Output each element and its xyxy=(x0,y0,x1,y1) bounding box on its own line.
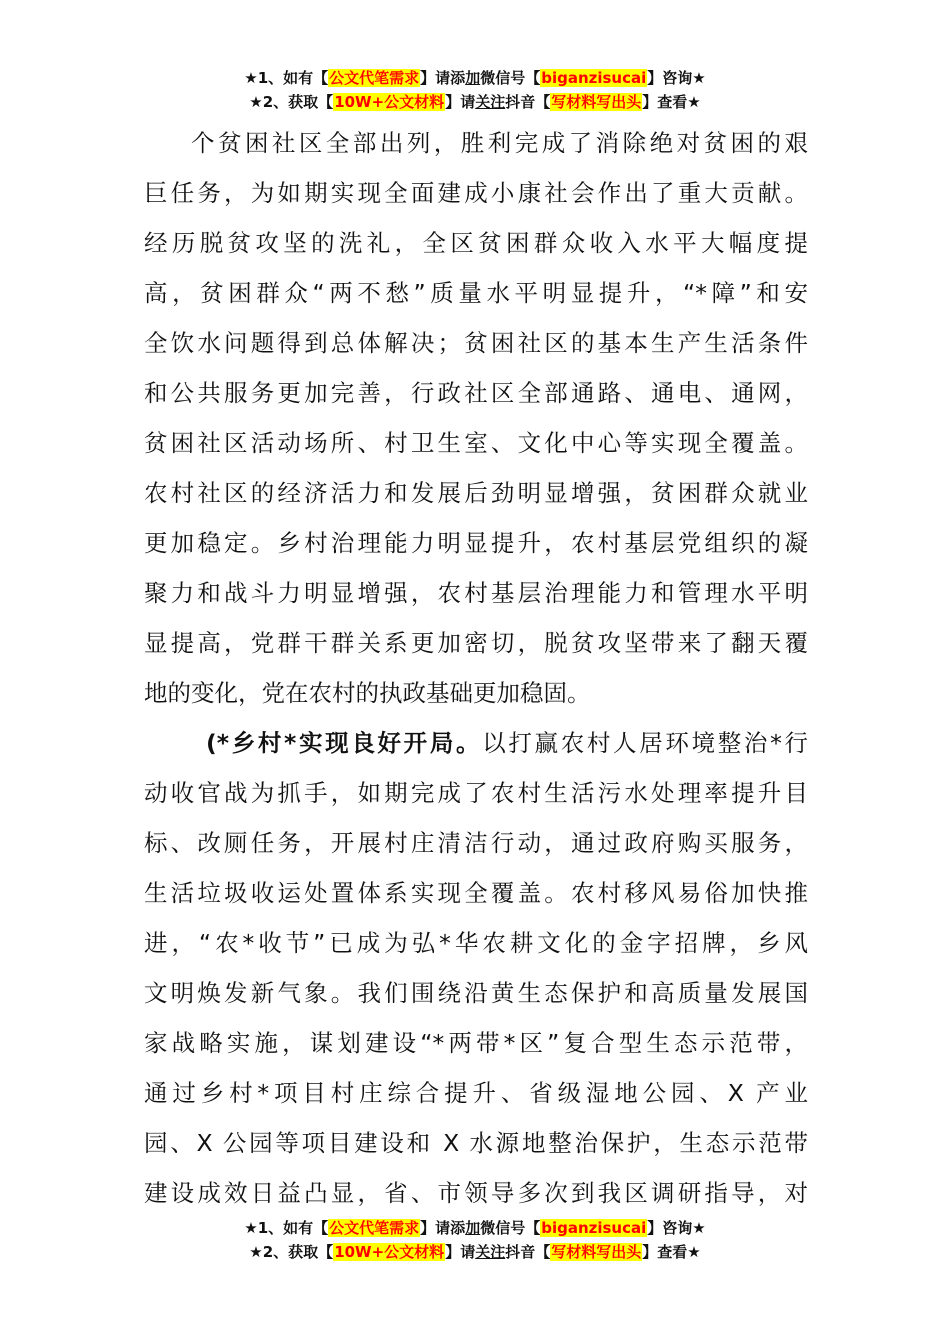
promo-underlined-text: 关注 xyxy=(475,1243,506,1261)
promo-text: 抖音【 xyxy=(505,1243,551,1261)
promo-highlight: 写材料写出头 xyxy=(551,1243,642,1261)
text-line: 高，贫困群众“两不愁”质量水平明显提升，“*障”和安 xyxy=(144,279,808,307)
promo-text: 】请 xyxy=(445,93,476,111)
promo-highlight: 写材料写出头 xyxy=(551,93,642,111)
promo-text: ★1、如有【 xyxy=(244,69,329,87)
promo-text: 】请添 xyxy=(420,69,466,87)
text-line: 进，“农*收节”已成为弘*华农耕文化的金字招牌，乡风 xyxy=(144,929,808,957)
text-line: 地的变化，党在农村的执政基础更加稳固。 xyxy=(144,679,591,707)
promo-highlight: biganzisucai xyxy=(541,1219,647,1237)
text-line: 园、X 公园等项目建设和 X 水源地整治保护，生态示范带 xyxy=(144,1129,808,1157)
promo-text: ★2、获取【 xyxy=(249,1243,334,1261)
text-run: 以打赢农村人居环境整治*行 xyxy=(482,729,808,757)
document-body xyxy=(144,118,808,1218)
promo-line-2 xyxy=(0,90,950,114)
paragraph-2 xyxy=(144,718,808,1218)
text-line: 通过乡村*项目村庄综合提升、省级湿地公园、X 产业 xyxy=(144,1079,808,1107)
text-line: 贫困社区活动场所、村卫生室、文化中心等实现全覆盖。 xyxy=(144,429,808,457)
text-line xyxy=(144,718,808,768)
promo-text: 微信号【 xyxy=(480,69,541,87)
text-line: 和公共服务更加完善，行政社区全部通路、通电、通网， xyxy=(144,379,808,407)
header-promo-banner xyxy=(0,66,950,114)
text-line: 文明焕发新气象。我们围绕沿黄生态保护和高质量发展国 xyxy=(144,979,808,1007)
promo-highlight: 公文代笔需求 xyxy=(329,1219,420,1237)
text-line: 标、改厕任务，开展村庄清洁行动，通过政府购买服务， xyxy=(144,829,808,857)
promo-line-1 xyxy=(0,66,950,90)
footer-promo-banner xyxy=(0,1216,950,1264)
promo-text: ★2、获取【 xyxy=(249,93,334,111)
promo-underlined-text: 加 xyxy=(465,69,481,87)
promo-text: 】咨询★ xyxy=(647,1219,706,1237)
text-line: 个贫困社区全部出列，胜利完成了消除绝对贫困的艰 xyxy=(191,129,808,157)
text-line: 聚力和战斗力明显增强，农村基层治理能力和管理水平明 xyxy=(144,579,808,607)
promo-text: 微信号【 xyxy=(480,1219,541,1237)
promo-text: 】查看★ xyxy=(642,93,701,111)
promo-line-1 xyxy=(0,1216,950,1240)
promo-text: 】咨询★ xyxy=(647,69,706,87)
promo-text: 】查看★ xyxy=(642,1243,701,1261)
promo-highlight: 10W+公文材料 xyxy=(334,93,445,111)
text-line: 全饮水问题得到总体解决；贫困社区的基本生产生活条件 xyxy=(144,329,808,357)
promo-highlight: 公文代笔需求 xyxy=(329,69,420,87)
paragraph-1 xyxy=(144,118,808,718)
text-line: 动收官战为抓手，如期完成了农村生活污水处理率提升目 xyxy=(144,779,808,807)
text-line: 更加稳定。乡村治理能力明显提升，农村基层党组织的凝 xyxy=(144,529,808,557)
promo-highlight: biganzisucai xyxy=(541,69,647,87)
text-line: 农村社区的经济活力和发展后劲明显增强，贫困群众就业 xyxy=(144,479,808,507)
text-line: 经历脱贫攻坚的洗礼，全区贫困群众收入水平大幅度提 xyxy=(144,229,808,257)
promo-line-2 xyxy=(0,1240,950,1264)
promo-text: ★1、如有【 xyxy=(244,1219,329,1237)
text-line: 建设成效日益凸显，省、市领导多次到我区调研指导，对 xyxy=(144,1179,808,1207)
text-line: 巨任务，为如期实现全面建成小康社会作出了重大贡献。 xyxy=(144,179,808,207)
text-line: 显提高，党群干群关系更加密切，脱贫攻坚带来了翻天覆 xyxy=(144,629,808,657)
promo-highlight: 10W+公文材料 xyxy=(334,1243,445,1261)
promo-text: 抖音【 xyxy=(505,93,551,111)
promo-text: 】请 xyxy=(445,1243,476,1261)
promo-underlined-text: 加 xyxy=(465,1219,481,1237)
text-line: 生活垃圾收运处置体系实现全覆盖。农村移风易俗加快推 xyxy=(144,879,808,907)
promo-underlined-text: 关注 xyxy=(475,93,506,111)
section-heading: (*乡村*实现良好开局。 xyxy=(206,729,483,757)
text-line: 家战略实施，谋划建设“*两带*区”复合型生态示范带， xyxy=(144,1029,808,1057)
promo-text: 】请添 xyxy=(420,1219,466,1237)
